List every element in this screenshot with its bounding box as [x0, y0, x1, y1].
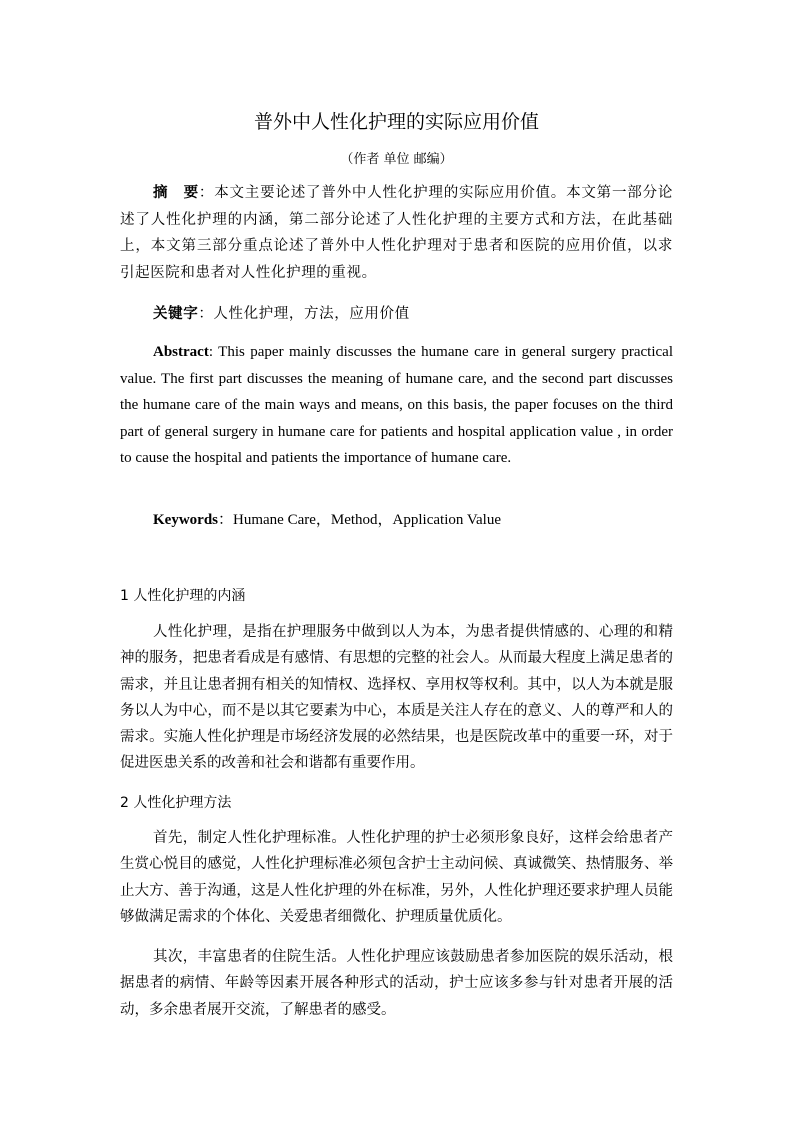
- abstract-chinese-label: 摘 要: [153, 184, 199, 201]
- paper-title: 普外中人性化护理的实际应用价值: [253, 111, 539, 133]
- section-2-paragraph-1: 首先，制定人性化护理标准。人性化护理的护士必须形象良好，这样会给患者产生赏心悦目的感觉，人性化护理标准必须包含护士主动问候、真诚微笑、热情服务、举止大方、善于沟通，这是人性化护理的外在标准，另外，人性化护理还要求护理人员能够做满足需求的个体化、关爱患者细微化、护理质量优质化。: [120, 830, 673, 925]
- keywords-english-label: Keywords: [153, 512, 218, 528]
- section-2-paragraph-2: 其次，丰富患者的住院生活。人性化护理应该鼓励患者参加医院的娱乐活动，根据患者的病情、年龄等因素开展各种形式的活动，护士应该多参与针对患者开展的活动，多余患者展开交流，了解患者的感受。: [120, 949, 673, 1018]
- abstract-chinese-text: ：本文主要论述了普外中人性化护理的实际应用价值。本文第一部分论述了人性化护理的内涵，第二部分论述了人性化护理的主要方式和方法，在此基础上，本文第三部分重点论述了普外中人性化护理对于患者和医院的应用价值，以求引起医院和患者对人性化护理的重视。: [120, 185, 673, 281]
- keywords-chinese-text: ：人性化护理，方法，应用价值: [198, 306, 410, 322]
- keywords-chinese: [120, 301, 673, 327]
- keywords-chinese-label: 关键字: [153, 305, 199, 322]
- abstract-english-label: Abstract: [153, 344, 209, 360]
- keywords-english-text: ：Humane Care，Method，Application Value: [218, 512, 501, 528]
- section-heading-2: 2 人性化护理方法: [120, 795, 232, 811]
- abstract-chinese: [120, 180, 673, 286]
- section-heading-1: 1 人性化护理的内涵: [120, 588, 246, 604]
- abstract-english-text: : This paper mainly discusses the humane care in general surgery practical value. The first part discusses the meaning of humane care, and the second part discusses the humane care of the main ways and means, on this basis, the paper focuses on the third part of general surgery in humane care for patients and hospital application value , in order to cause the hospital and patients the importance of humane care.: [120, 344, 673, 466]
- keywords-english: [120, 507, 673, 533]
- section-1-paragraph-1: 人性化护理，是指在护理服务中做到以人为本，为患者提供情感的、心理的和精神的服务，把患者看成是有感情、有思想的完整的社会人。从而最大程度上满足患者的需求，并且让患者拥有相关的知情权、选择权、享用权等权利。其中，以人为本就是服务以人为中心，而不是以其它要素为中心，本质是关注人存在的意义、人的尊严和人的需求。实施人性化护理是市场经济发展的必然结果，也是医院改革中的重要一环，对于促进医患关系的改善和社会和谐都有重要作用。: [120, 624, 673, 772]
- abstract-english: [120, 339, 673, 472]
- author-line: （作者 单位 邮编）: [340, 152, 453, 167]
